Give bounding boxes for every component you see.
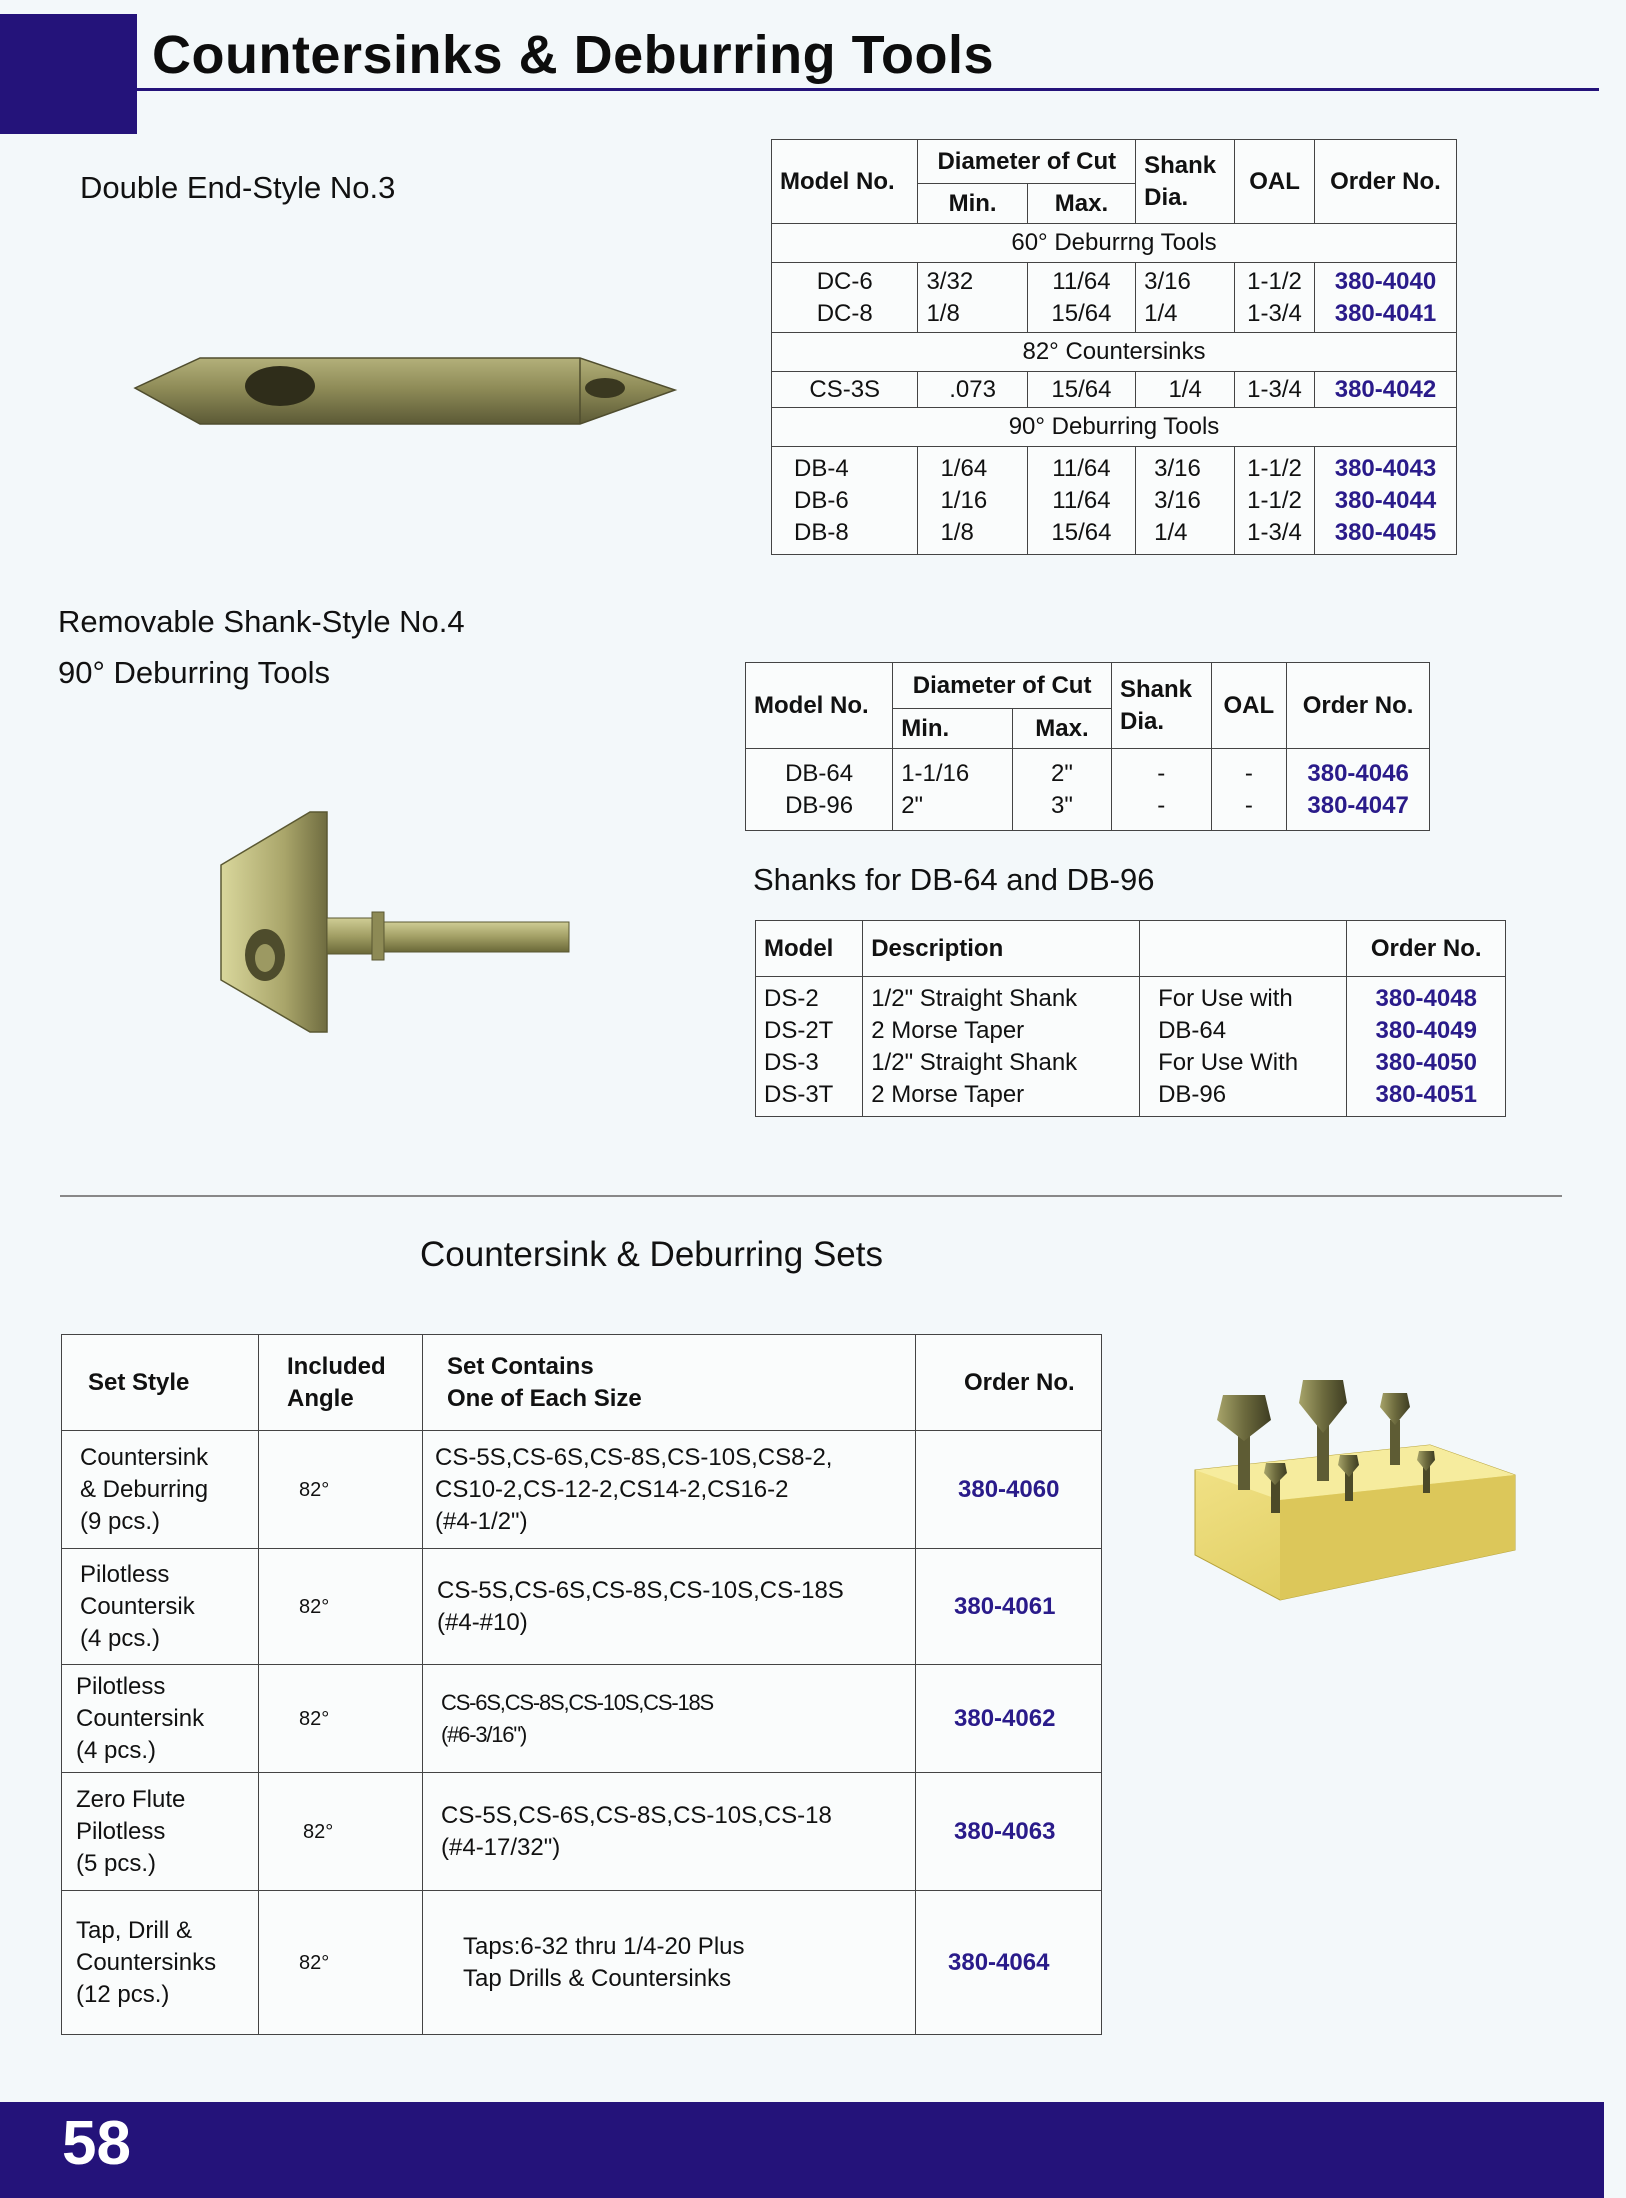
col-angle: Included Angle [259, 1335, 423, 1431]
col-oal: OAL [1211, 663, 1287, 749]
col-min: Min. [893, 709, 1013, 749]
sets-title: Countersink & Deburring Sets [420, 1235, 883, 1274]
table-row [62, 1891, 1102, 2035]
cell-max: 15/64 [1027, 372, 1135, 408]
cell-order: 380-4042 [1314, 372, 1456, 408]
col-model: Model No. [772, 140, 918, 224]
col-oal: OAL [1235, 140, 1315, 224]
sets-table [61, 1334, 1102, 2035]
cell-contains: CS-5S,CS-6S,CS-8S,CS-10S,CS-18S (#4-#10) [423, 1549, 916, 1665]
cell-contains: Taps:6-32 thru 1/4-20 Plus Tap Drills & Countersinks [423, 1891, 916, 2035]
cell-min: 1-1/16 2" [893, 749, 1013, 831]
footer-bar [0, 2102, 1604, 2198]
cell-angle: 82° [259, 1665, 423, 1773]
removable-shank-tool-image [215, 800, 575, 1045]
style4-table [745, 662, 1430, 831]
col-model: Model [756, 921, 863, 977]
cell-max: 11/64 11/64 15/64 [1027, 447, 1135, 555]
cell-set-style: Pilotless Countersink (4 pcs.) [62, 1665, 259, 1773]
cell-order: 380-4063 [916, 1773, 1102, 1891]
cell-oal: 1-1/2 1-1/2 1-3/4 [1235, 447, 1315, 555]
cell-model: DB-64 DB-96 [746, 749, 893, 831]
style3-table [771, 139, 1457, 555]
col-shank: Shank Dia. [1111, 663, 1211, 749]
col-order: Order No. [916, 1335, 1102, 1431]
cell-max: 11/64 15/64 [1027, 263, 1135, 333]
group-label: 90° Deburring Tools [772, 408, 1457, 447]
group-label: 60° Deburrng Tools [772, 224, 1457, 263]
col-description: Description [863, 921, 1140, 977]
style4-subtitle: 90° Deburring Tools [58, 655, 331, 690]
cell-order: 380-4040 380-4041 [1314, 263, 1456, 333]
cell-contains: CS-5S,CS-6S,CS-8S,CS-10S,CS-18 (#4-17/32") [423, 1773, 916, 1891]
shanks-table [755, 920, 1506, 1117]
col-model: Model No. [746, 663, 893, 749]
cell-oal: 1-3/4 [1235, 372, 1315, 408]
cell-min: 3/32 1/8 [918, 263, 1027, 333]
table-row [62, 1773, 1102, 1891]
cell-order: 380-4062 [916, 1665, 1102, 1773]
cell-shank: - - [1111, 749, 1211, 831]
header-rule [137, 88, 1599, 91]
cell-angle: 82° [259, 1891, 423, 2035]
cell-order: 380-4060 [916, 1431, 1102, 1549]
section-divider [60, 1195, 1562, 1197]
col-max: Max. [1027, 184, 1135, 224]
style4-title: Removable Shank-Style No.4 [58, 604, 465, 639]
page-title: Countersinks & Deburring Tools [152, 25, 995, 85]
header-accent-block [0, 14, 137, 134]
col-contains: Set Contains One of Each Size [423, 1335, 916, 1431]
shanks-title: Shanks for DB-64 and DB-96 [753, 862, 1155, 897]
cell-angle: 82° [259, 1773, 423, 1891]
page-number: 58 [62, 2109, 131, 2178]
cell-set-style: Countersink & Deburring (9 pcs.) [62, 1431, 259, 1549]
col-diameter: Diameter of Cut [893, 663, 1112, 709]
cell-model: DB-4 DB-6 DB-8 [772, 447, 918, 555]
col-min: Min. [918, 184, 1027, 224]
cell-contains: CS-6S,CS-8S,CS-10S,CS-18S (#6-3/16") [423, 1665, 916, 1773]
cell-order: 380-4048 380-4049 380-4050 380-4051 [1347, 977, 1506, 1117]
cell-shank: 3/16 3/16 1/4 [1136, 447, 1235, 555]
cell-oal: 1-1/2 1-3/4 [1235, 263, 1315, 333]
cell-order: 380-4046 380-4047 [1287, 749, 1430, 831]
col-shank: Shank Dia. [1136, 140, 1235, 224]
col-use [1140, 921, 1347, 977]
cell-set-style: Tap, Drill & Countersinks (12 pcs.) [62, 1891, 259, 2035]
cell-angle: 82° [259, 1549, 423, 1665]
cell-order: 380-4043 380-4044 380-4045 [1314, 447, 1456, 555]
cell-shank: 3/16 1/4 [1136, 263, 1235, 333]
cell-order: 380-4061 [916, 1549, 1102, 1665]
cell-order: 380-4064 [916, 1891, 1102, 2035]
cell-contains: CS-5S,CS-6S,CS-8S,CS-10S,CS8-2, CS10-2,CS-12-2,CS14-2,CS16-2 (#4-1/2") [423, 1431, 916, 1549]
col-set-style: Set Style [62, 1335, 259, 1431]
cell-min: .073 [918, 372, 1027, 408]
cell-model: CS-3S [772, 372, 918, 408]
table-row [62, 1549, 1102, 1665]
cell-max: 2" 3" [1012, 749, 1111, 831]
col-diameter: Diameter of Cut [918, 140, 1136, 184]
style3-title: Double End-Style No.3 [80, 170, 396, 205]
table-row [62, 1665, 1102, 1773]
col-order: Order No. [1347, 921, 1506, 977]
cell-model: DC-6 DC-8 [772, 263, 918, 333]
cell-angle: 82° [259, 1431, 423, 1549]
cell-min: 1/64 1/16 1/8 [918, 447, 1027, 555]
group-label: 82° Countersinks [772, 333, 1457, 372]
col-order: Order No. [1314, 140, 1456, 224]
cell-set-style: Zero Flute Pilotless (5 pcs.) [62, 1773, 259, 1891]
cell-oal: - - [1211, 749, 1287, 831]
col-order: Order No. [1287, 663, 1430, 749]
cell-model: DS-2 DS-2T DS-3 DS-3T [756, 977, 863, 1117]
cell-description: 1/2" Straight Shank 2 Morse Taper 1/2" Straight Shank 2 Morse Taper [863, 977, 1140, 1117]
double-end-tool-image [130, 340, 680, 450]
table-row [62, 1431, 1102, 1549]
cell-set-style: Pilotless Countersik (4 pcs.) [62, 1549, 259, 1665]
countersink-set-image [1185, 1375, 1525, 1605]
cell-shank: 1/4 [1136, 372, 1235, 408]
col-max: Max. [1012, 709, 1111, 749]
cell-use: For Use with DB-64 For Use With DB-96 [1140, 977, 1347, 1117]
